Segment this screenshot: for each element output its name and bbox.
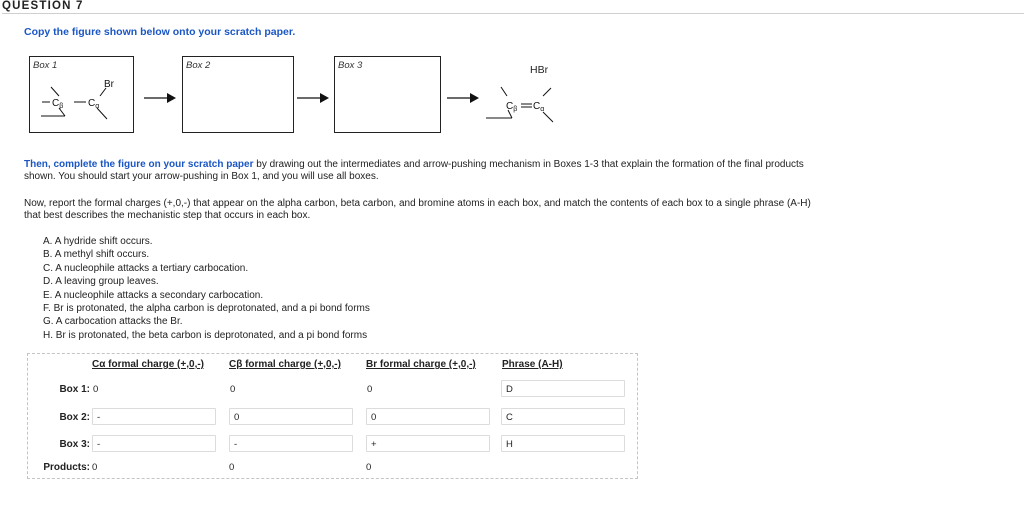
starting-molecule: [29, 56, 134, 133]
row-label-box-2: Box 2:: [59, 412, 90, 423]
phrase-options-list: [43, 235, 370, 342]
box-2: [182, 56, 294, 133]
option-c: C. A nucleophile attacks a tertiary carbocation.: [43, 262, 249, 274]
box2-c-beta-input[interactable]: 0: [229, 408, 353, 425]
box-3-label: Box 3: [338, 60, 363, 71]
c-alpha-label: $C_\alpha$: [88, 98, 100, 110]
formal-charge-instructions: [24, 198, 1014, 222]
row-label-box-1: Box 1:: [59, 384, 90, 395]
box1-phrase-input[interactable]: D: [501, 380, 625, 397]
product-molecule: [480, 80, 560, 130]
box3-c-alpha-input[interactable]: -: [92, 435, 216, 452]
header-c-alpha: Cα formal charge (+,0,-): [92, 359, 205, 370]
box2-br-input[interactable]: 0: [366, 408, 490, 425]
header-phrase: Phrase (A-H): [502, 359, 563, 370]
mechanism-instructions-line2: shown. You should start your arrow-pushing in Box 1, and you will use all boxes.: [24, 171, 379, 182]
reagent-label: HBr: [530, 64, 549, 76]
box1-br-input[interactable]: 0: [367, 384, 373, 395]
option-b: B. A methyl shift occurs.: [43, 249, 150, 261]
option-f: F. Br is protonated, the alpha carbon is deprotonated, and a pi bond forms: [43, 303, 370, 315]
box3-br-input[interactable]: +: [366, 435, 490, 452]
formal-charge-line1: Now, report the formal charges (+,0,-) that appear on the alpha carbon, beta carbon, and bromine atoms in each box, and match the contents of each box to a single phrase (A-H): [24, 198, 811, 209]
box2-phrase-input[interactable]: C: [501, 408, 625, 425]
box-1-label: Box 1: [33, 60, 58, 71]
reaction-arrow-2: [296, 92, 330, 104]
box-1: [29, 56, 134, 133]
products-c-alpha-value: 0: [92, 462, 98, 473]
reaction-arrow-1: [143, 92, 177, 104]
product-c-alpha-label: $C_\alpha$: [533, 101, 545, 113]
box1-c-beta-input[interactable]: 0: [230, 384, 236, 395]
products-br-value: 0: [366, 462, 372, 473]
mechanism-instructions: [24, 159, 1004, 183]
mechanism-instructions-line1: by drawing out the intermediates and arrow-pushing mechanism in Boxes 1-3 that explain the formation of the final products: [253, 159, 804, 170]
box3-phrase-input[interactable]: H: [501, 435, 625, 452]
box1-c-alpha-input[interactable]: 0: [93, 384, 99, 395]
bromine-label: Br: [104, 79, 114, 90]
header-c-beta: Cβ formal charge (+,0,-): [229, 359, 341, 370]
box-2-label: Box 2: [186, 60, 211, 71]
formal-charge-line2: that best describes the mechanistic step that occurs in each box.: [24, 210, 311, 221]
row-label-box-3: Box 3:: [59, 439, 90, 450]
row-label-products: Products:: [43, 462, 90, 473]
box2-c-alpha-input[interactable]: -: [92, 408, 216, 425]
header-br: Br formal charge (+,0,-): [366, 359, 476, 370]
product-c-beta-label: $C_\beta$: [506, 101, 518, 113]
box-3: [334, 56, 441, 133]
mechanism-instructions-bold: Then, complete the figure on your scratch paper: [24, 159, 254, 170]
option-a: A. A hydride shift occurs.: [43, 236, 153, 247]
option-g: G. A carbocation attacks the Br.: [43, 316, 183, 328]
option-e: E. A nucleophile attacks a secondary carbocation.: [43, 289, 264, 301]
option-h: H. Br is protonated, the beta carbon is deprotonated, and a pi bond forms: [43, 329, 368, 341]
c-beta-label: $C_\beta$: [52, 98, 64, 110]
instruction-text: Copy the figure shown below onto your scratch paper.: [24, 26, 296, 38]
box3-c-beta-input[interactable]: -: [229, 435, 353, 452]
reaction-arrow-3: [446, 92, 480, 104]
question-title: QUESTION 7: [2, 0, 1024, 14]
option-d: D. A leaving group leaves.: [43, 276, 159, 288]
products-c-beta-value: 0: [229, 462, 235, 473]
